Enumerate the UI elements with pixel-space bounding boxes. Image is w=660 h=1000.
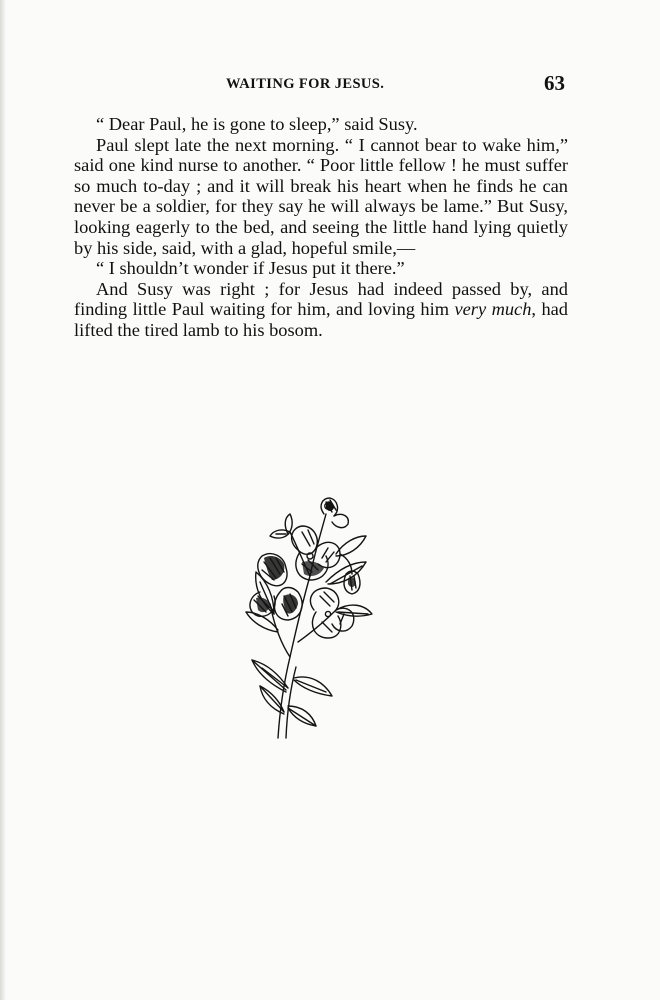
paragraph-1 [74,114,568,135]
body-text [74,114,568,341]
running-title: WAITING FOR JESUS. [226,76,385,92]
running-head [0,71,660,98]
paragraph-2-text: Paul slept late the next morning. “ I cannot bear to wake him,” said one kind nurse to another. “ Poor little fellow ! he must suffer so much to-day ; and it will break his heart when he finds he can never be a soldier, for they say he will always be lame.” But Susy, looking eagerly to the bed, and seeing the little hand lying quietly by his side, said, with a glad, hopeful smile,— [74,134,568,258]
paragraph-3-text: “ I shouldn’t wonder if Jesus put it there.” [96,258,405,279]
paragraph-4-italic: very much [454,299,532,320]
paragraph-1-text: “ Dear Paul, he is gone to sleep,” said Susy. [96,114,418,134]
paragraph-4 [74,279,568,341]
paragraph-4-text-b: , had lifted the tired lamb to his bosom. [74,299,568,340]
pansy-flower-engraving-icon [240,492,380,742]
page-number: 63 [544,71,565,95]
paragraph-4-text-a: And Susy was right ; for Jesus had indeed passed by, and finding little Paul waiting for him, and loving him [74,278,568,320]
page-edge-shadow [0,0,6,1000]
paragraph-2 [74,135,568,259]
paragraph-3 [74,258,568,279]
